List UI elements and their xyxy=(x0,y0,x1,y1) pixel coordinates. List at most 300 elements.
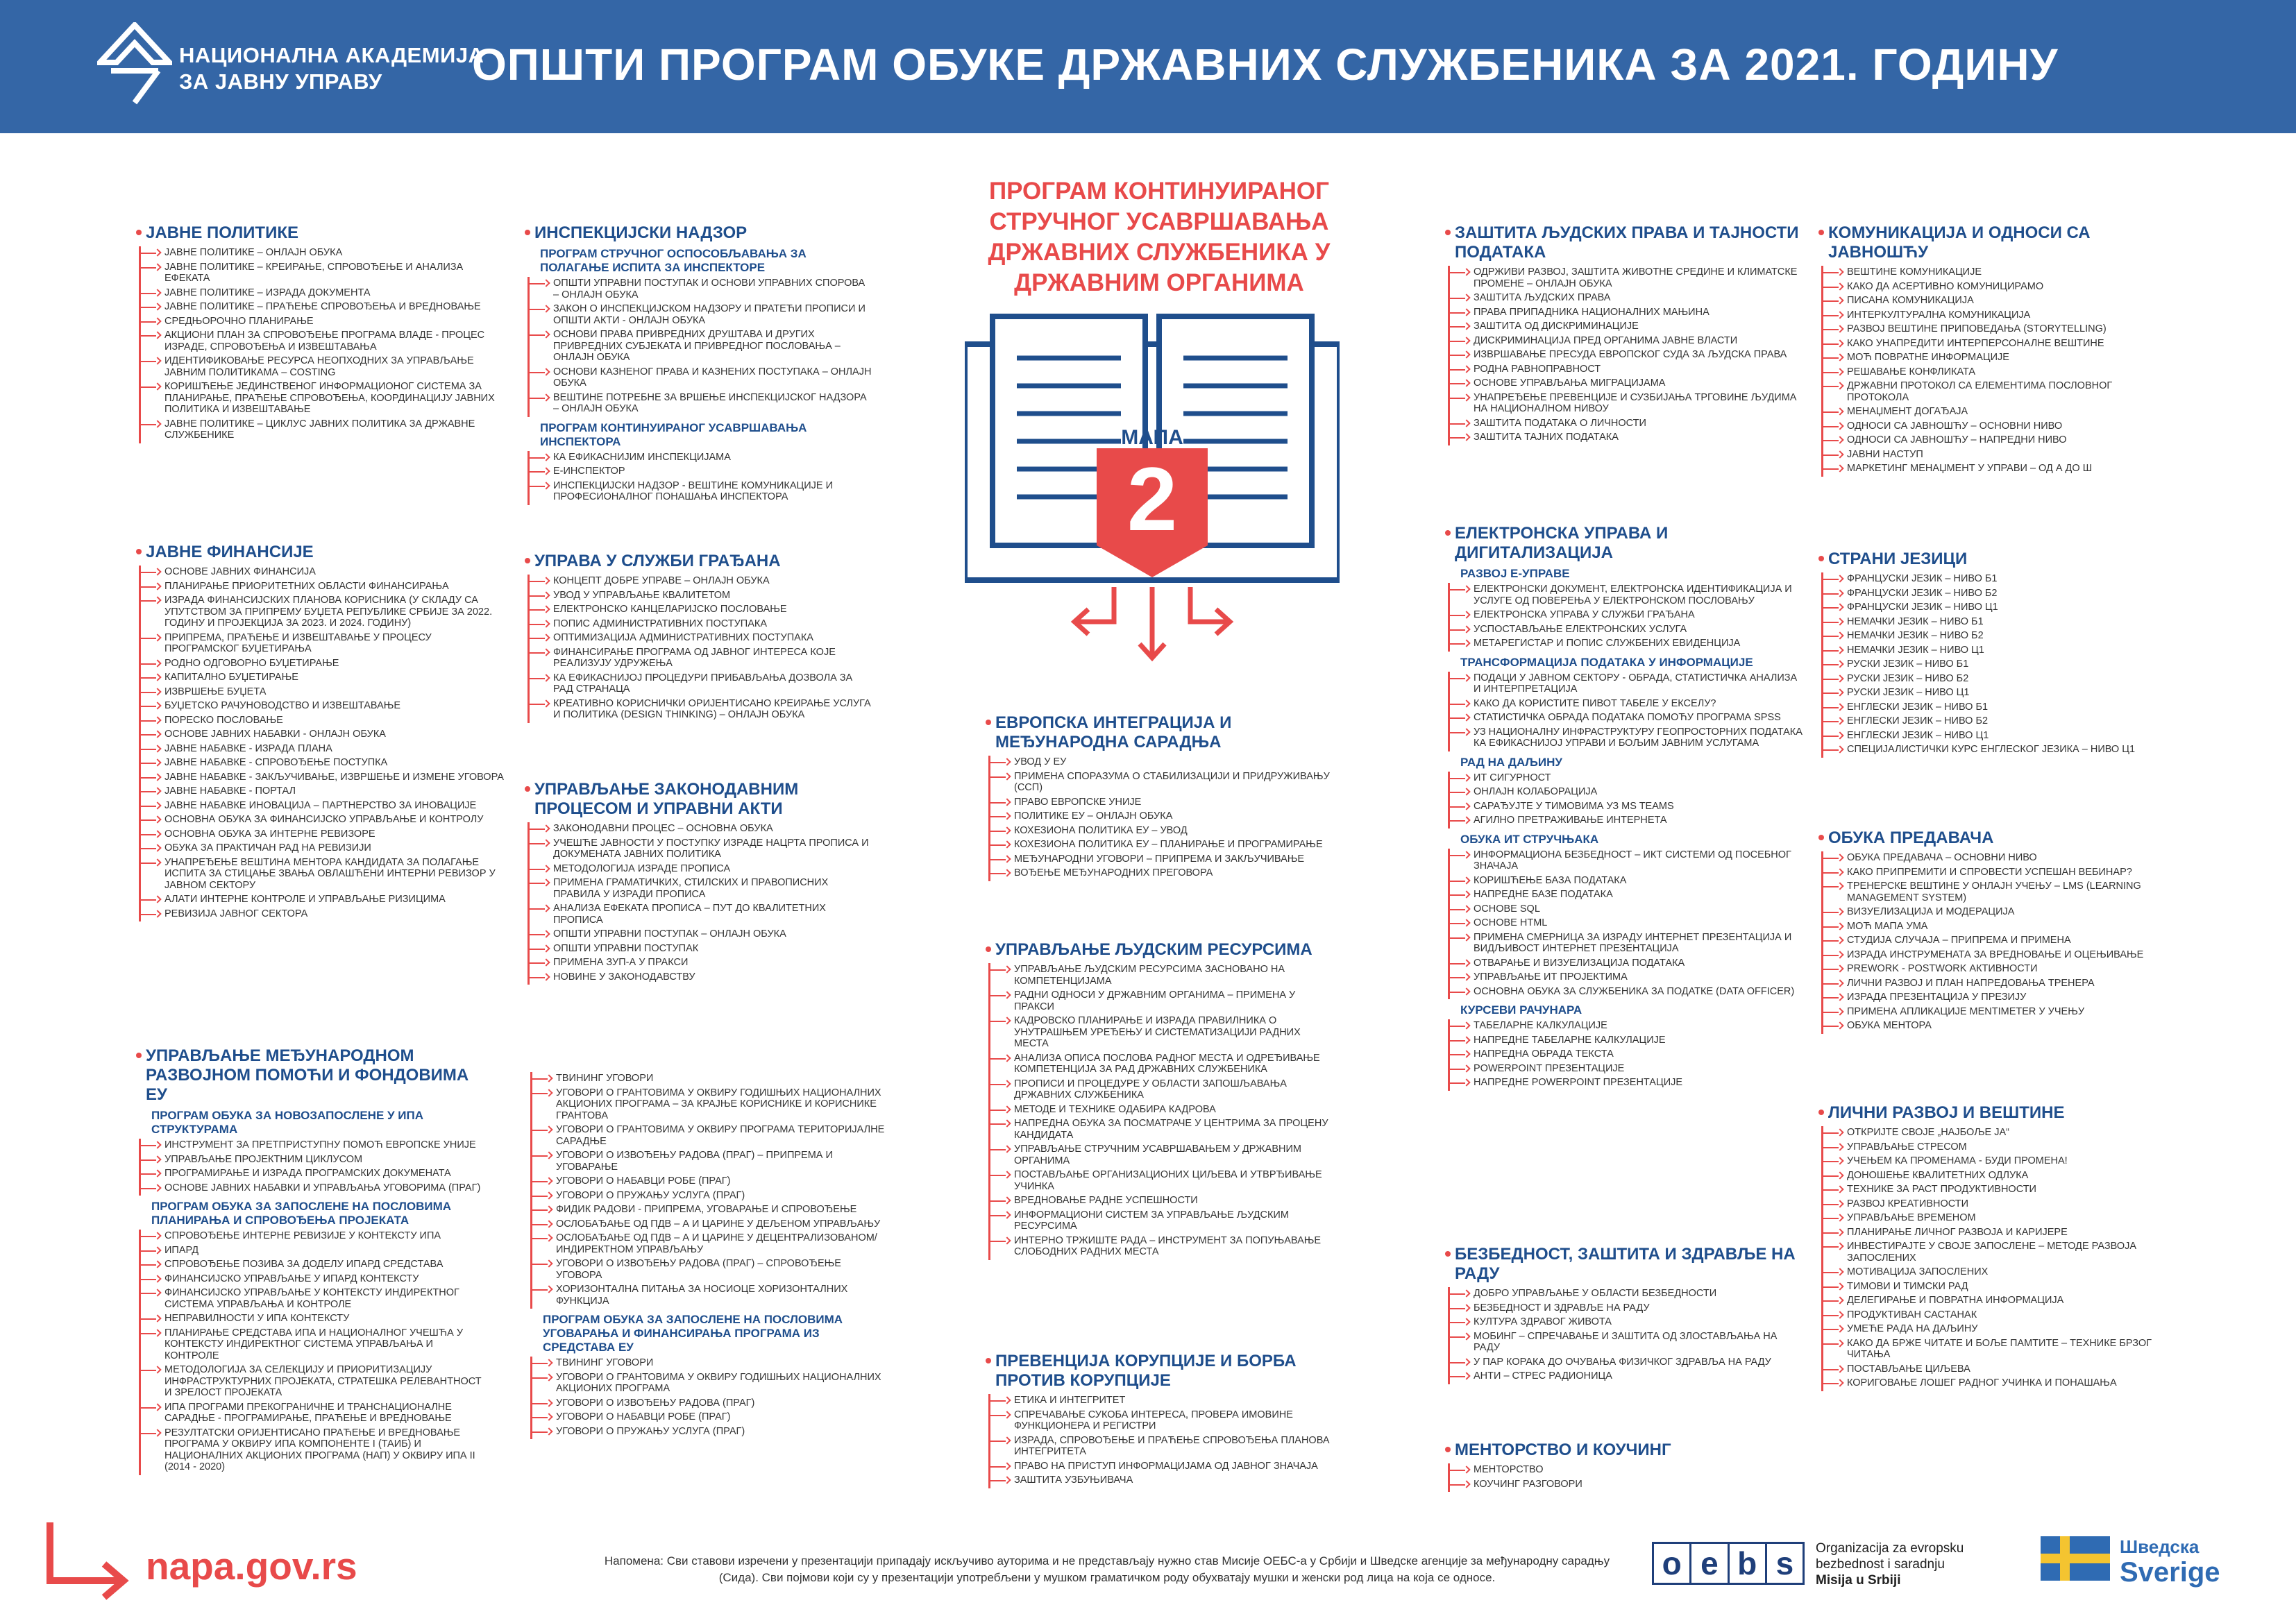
course-item: УПРАВЉАЊЕ СТРУЧНИМ УСАВРШАВАЊЕМ У ДРЖАВНИМ ОРГАНИМА xyxy=(990,1143,1333,1169)
osce-letter-s: s xyxy=(1765,1544,1803,1583)
course-item: НАПРЕДНЕ ТАБЕЛАРНЕ КАЛКУЛАЦИЈЕ xyxy=(1450,1034,1806,1048)
section-foreign-languages xyxy=(1818,550,2172,758)
course-item: ВРЕДНОВАЊЕ РАДНЕ УСПЕШНОСТИ xyxy=(990,1194,1333,1209)
course-item: УМЕЋЕ РАДА НА ДАЉИНУ xyxy=(1823,1323,2172,1337)
course-item: НАПРЕДНЕ POWERPOINT ПРЕЗЕНТАЦИЈЕ xyxy=(1450,1076,1806,1091)
course-item: ИПАРД xyxy=(141,1244,490,1259)
course-item: АКЦИОНИ ПЛАН ЗА СПРОВОЂЕЊЕ ПРОГРАМА ВЛАДЕ - ПРОЦЕС ИЗРАДЕ, СПРОВОЂЕЊА И ИЗВЕШТАВАЊА xyxy=(141,329,504,355)
course-item: УНАПРЕЂЕЊЕ ПРЕВЕНЦИЈЕ И СУЗБИЈАЊА ТРГОВИНЕ ЉУДИМА НА НАЦИОНАЛНОМ НИВОУ xyxy=(1450,391,1806,417)
course-item: ИЗРАДА ПРЕЗЕНТАЦИЈА У ПРЕЗИЈУ xyxy=(1823,991,2172,1005)
course-item: ИНФОРМАЦИОНА БЕЗБЕДНОСТ – ИКТ СИСТЕМИ ОД ПОСЕБНОГ ЗНАЧАЈА xyxy=(1450,849,1806,874)
course-item: ИТ СИГУРНОСТ xyxy=(1450,772,1806,786)
course-item: УНАПРЕЂЕЊЕ ВЕШТИНА МЕНТОРА КАНДИДАТА ЗА ПОЛАГАЊЕ ИСПИТА ЗА СТИЦАЊЕ ЗВАЊА ОВЛАШЋЕНИ ИНТЕРНИ РЕВИЗОР У ЈАВНОМ СЕКТОРУ xyxy=(141,856,504,894)
page-title: ОПШТИ ПРОГРАМ ОБУКЕ ДРЖАВНИХ СЛУЖБЕНИКА ЗА 2021. ГОДИНУ xyxy=(472,40,2059,90)
sweden-flag-icon xyxy=(2041,1536,2110,1581)
course-item: СТУДИЈА СЛУЧАЈА – ПРИПРЕМА И ПРИМЕНА xyxy=(1823,934,2172,949)
course-list xyxy=(527,575,872,723)
section-title: ЈАВНЕ ПОЛИТИКЕ xyxy=(136,223,504,243)
course-item: АГИЛНО ПРЕТРАЖИВАЊЕ ИНТЕРНЕТА xyxy=(1450,814,1806,829)
course-item: УВОД У ЕУ xyxy=(990,756,1333,770)
section-title: СТРАНИ ЈЕЗИЦИ xyxy=(1818,550,2172,569)
section-title: КОМУНИКАЦИЈА И ОДНОСИ СА ЈАВНОШЋУ xyxy=(1818,223,2172,262)
course-item: ОБУКА ПРЕДАВАЧА – ОСНОВНИ НИВО xyxy=(1823,851,2172,866)
course-item: ФИНАНСИЈСКО УПРАВЉАЊЕ У КОНТЕКСТУ ИНДИРЕКТНОГ СИСТЕМА УПРАВЉАЊА И КОНТРОЛЕ xyxy=(141,1286,490,1312)
course-item: ПОЛИТИКЕ ЕУ – ОНЛАЈН ОБУКА xyxy=(990,810,1333,824)
course-item: УГОВОРИ О ГРАНТОВИМА У ОКВИРУ ГОДИШЊИХ НАЦИОНАЛНИХ АКЦИОНИХ ПРОГРАМА xyxy=(532,1371,888,1397)
course-item: ЈАВНЕ НАБАВКЕ ИНОВАЦИЈА – ПАРТНЕРСТВО ЗА ИНОВАЦИЈЕ xyxy=(141,799,504,814)
course-item: ПРАВА ПРИПАДНИКА НАЦИОНАЛНИХ МАЊИНА xyxy=(1450,306,1806,321)
course-item: УПРАВЉАЊЕ ЉУДСКИМ РЕСУРСИМА ЗАСНОВАНО НА КОМПЕТЕНЦИЈАМА xyxy=(990,963,1333,989)
course-item: УЧЕЊЕМ КА ПРОМЕНАМА - БУДИ ПРОМЕНА! xyxy=(1823,1155,2172,1169)
course-item: ПОДАЦИ У ЈАВНОМ СЕКТОРУ - ОБРАДА, СТАТИСТИЧКА АНАЛИЗА И ИНТЕРПРЕТАЦИЈА xyxy=(1450,672,1806,697)
course-list xyxy=(527,277,872,417)
course-item: НОВИНЕ У ЗАКОНОДАВСТВУ xyxy=(530,971,872,985)
course-item: ФРАНЦУСКИ ЈЕЗИК – НИВО Б2 xyxy=(1823,587,2172,602)
course-item: ДЕЛЕГИРАЊЕ И ПОВРАТНА ИНФОРМАЦИЈА xyxy=(1823,1294,2172,1309)
course-item: КАКО ДА АСЕРТИВНО КОМУНИЦИРАМО xyxy=(1823,280,2172,295)
course-item: ПЛАНИРАЊЕ СРЕДСТАВА ИПА И НАЦИОНАЛНОГ УЧЕШЋА У КОНТЕКСТУ ИНДИРЕКТНОГ СИСТЕМА УПРАВЉАЊА И КОНТРОЛЕ xyxy=(141,1327,490,1364)
course-item: ОТВАРАЊЕ И ВИЗУЕЛИЗАЦИЈА ПОДАТАКА xyxy=(1450,957,1806,971)
course-item: ЗАШТИТА ОД ДИСКРИМИНАЦИЈЕ xyxy=(1450,320,1806,334)
section-legislative xyxy=(525,780,872,985)
course-item: ДОБРО УПРАВЉАЊЕ У ОБЛАСТИ БЕЗБЕДНОСТИ xyxy=(1450,1287,1806,1302)
course-item: СПРЕЧАВАЊЕ СУКОБА ИНТЕРЕСА, ПРОВЕРА ИМОВИНЕ ФУНКЦИОНЕРА И РЕГИСТРИ xyxy=(990,1409,1333,1434)
course-item: МАРКЕТИНГ МЕНАЏМЕНТ У УПРАВИ – ОД А ДО Ш xyxy=(1823,462,2172,477)
subsection-title: ПРОГРАМ ОБУКА ЗА НОВОЗАПОСЛЕНЕ У ИПА СТРУКТУРАМА xyxy=(151,1109,424,1136)
course-item: МОТИВАЦИЈА ЗАПОСЛЕНИХ xyxy=(1823,1266,2172,1280)
subsection-title: РАД НА ДАЉИНУ xyxy=(1460,755,1562,769)
osce-letter-o: o xyxy=(1662,1545,1682,1581)
course-list xyxy=(1448,849,1806,1000)
section-title: ЛИЧНИ РАЗВОЈ И ВЕШТИНЕ xyxy=(1818,1103,2172,1123)
course-item: ОТКРИЈТЕ СВОЈЕ „НАЈБОЉЕ ЈА“ xyxy=(1823,1126,2172,1141)
subsection-title: ПРОГРАМ ОБУКА ЗА ЗАПОСЛЕНЕ НА ПОСЛОВИМА ПЛАНИРАЊА И СПРОВОЂЕЊА ПРОЈЕКАТА xyxy=(151,1200,452,1227)
header-bar xyxy=(0,0,2296,133)
course-item: КАДРОВСКО ПЛАНИРАЊЕ И ИЗРАДА ПРАВИЛНИКА О УНУТРАШЊЕМ УРЕЂЕЊУ И СИСТЕМАТИЗАЦИЈИ РАДНИХ МЕСТА xyxy=(990,1014,1333,1052)
course-item: МОБИНГ – СПРЕЧАВАЊЕ И ЗАШТИТА ОД ЗЛОСТАВЉАЊА НА РАДУ xyxy=(1450,1330,1806,1356)
section-safety xyxy=(1445,1245,1806,1384)
course-item: РЕВИЗИЈА ЈАВНОГ СЕКТОРА xyxy=(141,908,504,922)
section-anti-corruption xyxy=(986,1352,1333,1488)
course-item: ПРИПРЕМА, ПРАЋЕЊЕ И ИЗВЕШТАВАЊЕ У ПРОЦЕСУ ПРОГРАМСКОГ БУЏЕТИРАЊА xyxy=(141,631,504,657)
course-item: ХОРИЗОНТАЛНА ПИТАЊА ЗА НОСИОЦЕ ХОРИЗОНТАЛНИХ ФУНКЦИЈА xyxy=(532,1283,888,1309)
course-item: ИПА ПРОГРАМИ ПРЕКОГРАНИЧНЕ И ТРАНСНАЦИОНАЛНЕ САРАДЊЕ - ПРОГРАМИРАЊЕ, ПРАЋЕЊЕ И ВРЕДНОВАЊЕ xyxy=(141,1401,490,1427)
course-item: СРЕДЊОРОЧНО ПЛАНИРАЊЕ xyxy=(141,315,504,330)
sverige-label: Sverige xyxy=(2120,1557,2220,1588)
course-item: ЈАВНЕ ПОЛИТИКЕ – ЦИКЛУС ЈАВНИХ ПОЛИТИКА ЗА ДРЖАВНЕ СЛУЖБЕНИКЕ xyxy=(141,418,504,443)
course-item: УГОВОРИ О ИЗВОЂЕЊУ РАДОВА (ПРАГ) – СПРОВОЂЕЊЕ УГОВОРА xyxy=(532,1257,888,1283)
course-list xyxy=(988,1394,1333,1488)
course-item: ПРАВО ЕВРОПСКЕ УНИЈЕ xyxy=(990,796,1333,810)
course-item: ДИСКРИМИНАЦИЈА ПРЕД ОРГАНИМА ЈАВНЕ ВЛАСТИ xyxy=(1450,334,1806,349)
course-item: НЕМАЧКИ ЈЕЗИК – НИВО Ц1 xyxy=(1823,644,2172,658)
course-item: ОСНОВНА ОБУКА ЗА СЛУЖБЕНИКА ЗА ПОДАТКЕ (DATA OFFICER) xyxy=(1450,985,1806,1000)
course-item: ЕТИКА И ИНТЕГРИТЕТ xyxy=(990,1394,1333,1409)
course-item: ТВИНИНГ УГОВОРИ xyxy=(532,1357,888,1371)
course-item: РУСКИ ЈЕЗИК – НИВО Ц1 xyxy=(1823,686,2172,701)
course-list xyxy=(1448,1463,1806,1492)
osce-letter-e: e xyxy=(1689,1544,1727,1583)
course-item: ПОРЕСКО ПОСЛОВАЊЕ xyxy=(141,714,504,729)
course-item: ФИНАНСИЈСКО УПРАВЉАЊЕ У ИПАРД КОНТЕКСТУ xyxy=(141,1273,490,1287)
course-item: ЕНГЛЕСКИ ЈЕЗИК – НИВО Б2 xyxy=(1823,715,2172,729)
course-item: УПРАВЉАЊЕ ПРОЈЕКТНИМ ЦИКЛУСОМ xyxy=(141,1153,490,1168)
subsection-title: ОБУКА ИТ СТРУЧЊАКА xyxy=(1460,832,1599,846)
course-item: МЕТАРЕГИСТАР И ПОПИС СЛУЖБЕНИХ ЕВИДЕНЦИЈА xyxy=(1450,637,1806,652)
section-human-rights xyxy=(1445,223,1806,445)
section-eu-funds xyxy=(136,1046,490,1475)
course-item: МЕТОДОЛОГИЈА ИЗРАДЕ ПРОПИСА xyxy=(530,863,872,877)
course-item: БУЏЕТСКО РАЧУНОВОДСТВО И ИЗВЕШТАВАЊЕ xyxy=(141,699,504,714)
course-item: ЕНГЛЕСКИ ЈЕЗИК – НИВО Б1 xyxy=(1823,701,2172,715)
course-item: ТРЕНЕРСКЕ ВЕШТИНЕ У ОНЛАЈН УЧЕЊУ – LMS (LEARNING MANAGEMENT SYSTEM) xyxy=(1823,880,2172,906)
course-item: ФИНАНСИРАЊЕ ПРОГРАМА ОД ЈАВНОГ ИНТЕРЕСА КОЈЕ РЕАЛИЗУЈУ УДРУЖЕЊА xyxy=(530,646,872,672)
osce-text-2: bezbednost i saradnju xyxy=(1816,1557,1945,1572)
course-item: УЗ НАЦИОНАЛНУ ИНФРАСТРУКТУРУ ГЕОПРОСТОРНИХ ПОДАТАКА КА ЕФИКАСНИЈОЈ УПРАВИ И БОЉИМ ЈАВНИМ УСЛУГАМА xyxy=(1450,726,1806,751)
course-item: ЈАВНИ НАСТУП xyxy=(1823,448,2172,463)
map-number: 2 xyxy=(1126,448,1178,550)
course-item: УПРАВЉАЊЕ ИТ ПРОЈЕКТИМА xyxy=(1450,971,1806,985)
subsection-title: РАЗВОЈ Е-УПРАВЕ xyxy=(1460,567,1570,580)
course-item: ОСНОВНА ОБУКА ЗА ФИНАНСИЈСКО УПРАВЉАЊЕ И КОНТРОЛУ xyxy=(141,813,504,828)
section-title: УПРАВЉАЊЕ ЉУДСКИМ РЕСУРСИМА xyxy=(986,940,1333,960)
course-item: ЈАВНЕ ПОЛИТИКЕ – ИЗРАДА ДОКУМЕНТА xyxy=(141,287,504,301)
course-item: ИНСТРУМЕНТ ЗА ПРЕТПРИСТУПНУ ПОМОЋ ЕВРОПСКЕ УНИЈЕ xyxy=(141,1139,490,1153)
course-item: PREWORK - POSTWORK АКТИВНОСТИ xyxy=(1823,962,2172,977)
course-item: ВЕШТИНЕ ПОТРЕБНЕ ЗА ВРШЕЊЕ ИНСПЕКЦИЈСКОГ НАДЗОРА – ОНЛАЈН ОБУКА xyxy=(530,391,872,417)
course-item: ИЗВРШЕЊЕ БУЏЕТА xyxy=(141,686,504,700)
disclaimer-note: Напомена: Сви ставови изречени у презентацији припадају искључиво ауторима и не представљају нужно став Мисије ОЕБС-а у Србији и Шведске агенције за међународну сарадњу (Сида). Сви појмови који су у презентацији употребљени у мушком граматичком роду обухватају мушки и женски род лица на која се односе. xyxy=(604,1554,1610,1584)
course-item: ОБУКА ЗА ПРАКТИЧАН РАД НА РЕВИЗИЈИ xyxy=(141,842,504,856)
course-item: ОСНОВЕ SQL xyxy=(1450,903,1806,917)
course-item: ЗАКОНОДАВНИ ПРОЦЕС – ОСНОВНА ОБУКА xyxy=(530,822,872,837)
section-communication xyxy=(1818,223,2172,477)
section-e-government xyxy=(1445,524,1806,1091)
section-eu-integration xyxy=(986,713,1333,881)
course-item: УГОВОРИ О ИЗВОЂЕЊУ РАДОВА (ПРАГ) xyxy=(532,1397,888,1411)
course-item: КОНЦЕПТ ДОБРЕ УПРАВЕ – ОНЛАЈН ОБУКА xyxy=(530,575,872,589)
course-item: КОУЧИНГ РАЗГОВОРИ xyxy=(1450,1478,1806,1493)
subsection-title: ТРАНСФОРМАЦИЈА ПОДАТАКА У ИНФОРМАЦИЈЕ xyxy=(1460,655,1753,669)
course-item: ФРАНЦУСКИ ЈЕЗИК – НИВО Б1 xyxy=(1823,572,2172,587)
osce-text xyxy=(1816,1540,1964,1588)
course-item: ПОПИС АДМИНИСТРАТИВНИХ ПОСТУПАКА xyxy=(530,618,872,632)
course-item: КОХЕЗИОНА ПОЛИТИКА ЕУ – ПЛАНИРАЊЕ И ПРОГРАМИРАЊЕ xyxy=(990,838,1333,853)
course-item: ОСЛОБАЂАЊЕ ОД ПДВ – А И ЦАРИНЕ У ДЕЉЕНОМ УПРАВЉАЊУ xyxy=(532,1218,888,1232)
course-list xyxy=(139,246,504,443)
course-item: POWERPOINT ПРЕЗЕНТАЦИЈЕ xyxy=(1450,1062,1806,1077)
course-item: ОСЛОБАЂАЊЕ ОД ПДВ – А И ЦАРИНЕ У ДЕЦЕНТРАЛИЗОВАНОМ/ ИНДИРЕКТНОМ УПРАВЉАЊУ xyxy=(532,1232,888,1257)
course-list xyxy=(1821,572,2172,758)
course-item: ПРАВО НА ПРИСТУП ИНФОРМАЦИЈАМА ОД ЈАВНОГ ЗНАЧАЈА xyxy=(990,1460,1333,1475)
course-item: ИЗРАДА ИНСТРУМЕНАТА ЗА ВРЕДНОВАЊЕ И ОЦЕЊИВАЊЕ xyxy=(1823,949,2172,963)
course-list xyxy=(527,822,872,985)
course-item: ПРОГРАМИРАЊЕ И ИЗРАДА ПРОГРАМСКИХ ДОКУМЕНАТА xyxy=(141,1167,490,1182)
course-item: ОПТИМИЗАЦИЈА АДМИНИСТРАТИВНИХ ПОСТУПАКА xyxy=(530,631,872,646)
course-item: УГОВОРИ О ГРАНТОВИМА У ОКВИРУ ГОДИШЊИХ НАЦИОНАЛНИХ АКЦИОНИХ ПРОГРАМА – ЗА КРАЈЊЕ КОРИСНИКЕ И КОРИСНИКЕ ГРАНТОВА xyxy=(532,1087,888,1124)
course-list xyxy=(1821,1126,2172,1391)
course-item: ЕЛЕКТРОНСКА УПРАВА У СЛУЖБИ ГРАЂАНА xyxy=(1450,609,1806,623)
course-item: ЈАВНЕ ПОЛИТИКЕ – КРЕИРАЊЕ, СПРОВОЂЕЊЕ И АНАЛИЗА ЕФЕКАТА xyxy=(141,261,504,287)
course-item: РУСКИ ЈЕЗИК – НИВО Б1 xyxy=(1823,658,2172,672)
course-item: ИДЕНТИФИКОВАЊЕ РЕСУРСА НЕОПХОДНИХ ЗА УПРАВЉАЊЕ ЈАВНИМ ПОЛИТИКАМА – COSTING xyxy=(141,355,504,380)
course-item: КАКО ДА БРЖЕ ЧИТАТЕ И БОЉЕ ПАМТИТЕ – ТЕХНИКЕ БРЗОГ ЧИТАЊА xyxy=(1823,1337,2172,1363)
course-item: ПРОДУКТИВАН САСТАНАК xyxy=(1823,1309,2172,1323)
section-title: ЕВРОПСКА ИНТЕГРАЦИЈА И МЕЂУНАРОДНА САРАДЊА xyxy=(986,713,1333,752)
course-item: РАЗВОЈ КРЕАТИВНОСТИ xyxy=(1823,1198,2172,1212)
course-item: ОПШТИ УПРАВНИ ПОСТУПАК – ОНЛАЈН ОБУКА xyxy=(530,928,872,942)
course-item: УГОВОРИ О ПРУЖАЊУ УСЛУГА (ПРАГ) xyxy=(532,1189,888,1204)
section-title: УПРАВЉАЊЕ МЕЂУНАРОДНОМ РАЗВОЈНОМ ПОМОЋИ И ФОНДОВИМА ЕУ xyxy=(136,1046,490,1105)
course-item: ЈАВНЕ ПОЛИТИКЕ – ПРАЋЕЊЕ СПРОВОЂЕЊА И ВРЕДНОВАЊЕ xyxy=(141,300,504,315)
course-item: УВОД У УПРАВЉАЊЕ КВАЛИТЕТОМ xyxy=(530,589,872,604)
course-item: КРЕАТИВНО КОРИСНИЧКИ ОРИЈЕНТИСАНО КРЕИРАЊЕ УСЛУГА И ПОЛИТИКА (DESIGN THINKING) – ОНЛАЈН ОБУКА xyxy=(530,697,872,723)
course-item: НЕМАЧКИ ЈЕЗИК – НИВО Б1 xyxy=(1823,615,2172,630)
course-item: ЈАВНЕ НАБАВКЕ - ЗАКЉУЧИВАЊЕ, ИЗВРШЕЊЕ И ИЗМЕНЕ УГОВОРА xyxy=(141,771,504,785)
course-item: ПРИМЕНА ГРАМАТИЧКИХ, СТИЛСКИХ И ПРАВОПИСНИХ ПРАВИЛА У ИЗРАДИ ПРОПИСА xyxy=(530,876,872,902)
course-item: АНАЛИЗА ЕФЕКАТА ПРОПИСА – ПУТ ДО КВАЛИТЕТНИХ ПРОПИСА xyxy=(530,902,872,928)
course-item: ЗАКОН О ИНСПЕКЦИЈСКОМ НАДЗОРУ И ПРАТЕЋИ ПРОПИСИ И ОПШТИ АКТИ - ОНЛАЈН ОБУКА xyxy=(530,303,872,328)
course-item: УСПОСТАВЉАЊЕ ЕЛЕКТРОНСКИХ УСЛУГА xyxy=(1450,623,1806,638)
course-item: БЕЗБЕДНОСТ И ЗДРАВЉЕ НА РАДУ xyxy=(1450,1302,1806,1316)
course-item: ИНВЕСТИРАЈТЕ У СВОЈЕ ЗАПОСЛЕНЕ – МЕТОДЕ РАЗВОЈА ЗАПОСЛЕНИХ xyxy=(1823,1240,2172,1266)
course-item: НАПРЕДНА ОБРАДА ТЕКСТА xyxy=(1450,1048,1806,1062)
section-mentoring xyxy=(1445,1441,1806,1492)
section-citizen-service xyxy=(525,552,872,723)
course-item: ПРИМЕНА СПОРАЗУМА О СТАБИЛИЗАЦИЈИ И ПРИДРУЖИВАЊУ (ССП) xyxy=(990,770,1333,796)
course-item: ЈАВНЕ НАБАВКЕ - ИЗРАДА ПЛАНА xyxy=(141,742,504,757)
course-item: ПЛАНИРАЊЕ ПРИОРИТЕТНИХ ОБЛАСТИ ФИНАНСИРАЊА xyxy=(141,580,504,595)
course-item: МЕНАЏМЕНТ ДОГАЂАЈА xyxy=(1823,405,2172,420)
course-item: НАПРЕДНА ОБУКА ЗА ПОСМАТРАЧЕ У ЦЕНТРИМА ЗА ПРОЦЕНУ КАНДИДАТА xyxy=(990,1117,1333,1143)
course-item: ОСНОВЕ HTML xyxy=(1450,917,1806,931)
section-personal-development xyxy=(1818,1103,2172,1391)
course-item: ЈАВНЕ НАБАВКЕ - ПОРТАЛ xyxy=(141,785,504,799)
org-name-line-1: НАЦИОНАЛНА АКАДЕМИЈА xyxy=(179,43,484,67)
course-list xyxy=(527,451,872,505)
course-item: АНАЛИЗА ОПИСА ПОСЛОВА РАДНОГ МЕСТА И ОДРЕЂИВАЊЕ КОМПЕТЕНЦИЈА ЗА РАД ДРЖАВНИХ СЛУЖБЕНИКА xyxy=(990,1052,1333,1078)
course-item: МЕНТОРСТВО xyxy=(1450,1463,1806,1478)
subsection-title: КУРСЕВИ РАЧУНАРА xyxy=(1460,1003,1582,1017)
course-item: ТЕХНИКЕ ЗА РАСТ ПРОДУКТИВНОСТИ xyxy=(1823,1183,2172,1198)
section-eu-funds-continued xyxy=(527,1072,888,1439)
course-item: ЗАШТИТА УЗБУЊИВАЧА xyxy=(990,1474,1333,1488)
course-item: ЗАШТИТА ТАЈНИХ ПОДАТАКА xyxy=(1450,431,1806,445)
course-list xyxy=(530,1072,888,1309)
course-item: РАЗВОЈ ВЕШТИНЕ ПРИПОВЕДАЊА (STORYTELLING) xyxy=(1823,323,2172,337)
course-item: КАКО ДА КОРИСТИТЕ ПИВОТ ТАБЕЛЕ У ЕКСЕЛУ? xyxy=(1450,697,1806,712)
course-item: ЈАВНЕ НАБАВКЕ - СПРОВОЂЕЊЕ ПОСТУПКА xyxy=(141,756,504,771)
course-item: РОДНО ОДГОВОРНО БУЏЕТИРАЊЕ xyxy=(141,657,504,672)
course-item: ОДНОСИ СА ЈАВНОШЋУ – ОСНОВНИ НИВО xyxy=(1823,420,2172,434)
course-list xyxy=(988,963,1333,1260)
course-item: УПРАВЉАЊЕ СТРЕСОМ xyxy=(1823,1141,2172,1155)
course-item: ЕНГЛЕСКИ ЈЕЗИК – НИВО Ц1 xyxy=(1823,729,2172,744)
course-item: КОХЕЗИОНА ПОЛИТИКА ЕУ – УВОД xyxy=(990,824,1333,839)
course-item: ОПШТИ УПРАВНИ ПОСТУПАК xyxy=(530,942,872,957)
napa-logo[interactable] xyxy=(97,22,484,109)
section-title: ИНСПЕКЦИЈСКИ НАДЗОР xyxy=(525,223,872,243)
course-item: УГОВОРИ О ПРУЖАЊУ УСЛУГА (ПРАГ) xyxy=(532,1425,888,1440)
course-item: ПЛАНИРАЊЕ ЛИЧНОГ РАЗВОЈА И КАРИЈЕРЕ xyxy=(1823,1226,2172,1241)
course-item: АЛАТИ ИНТЕРНЕ КОНТРОЛЕ И УПРАВЉАЊЕ РИЗИЦИМА xyxy=(141,893,504,908)
course-item: РОДНА РАВНОПРАВНОСТ xyxy=(1450,363,1806,377)
course-list xyxy=(1448,266,1806,445)
course-item: ПРИМЕНА АПЛИКАЦИЈЕ MENTIMETER У УЧЕЊУ xyxy=(1823,1005,2172,1020)
course-item: ИНФОРМАЦИОНИ СИСТЕМ ЗА УПРАВЉАЊЕ ЉУДСКИМ РЕСУРСИМА xyxy=(990,1209,1333,1234)
section-title: МЕНТОРСТВО И КОУЧИНГ xyxy=(1445,1441,1806,1460)
course-item: ЗАШТИТА ЉУДСКИХ ПРАВА xyxy=(1450,291,1806,306)
course-item: СТАТИСТИЧКА ОБРАДА ПОДАТАКА ПОМОЋУ ПРОГРАМА SPSS xyxy=(1450,711,1806,726)
course-item: ИЗРАДА ФИНАНСИЈСКИХ ПЛАНОВА КОРИСНИКА (У СКЛАДУ СА УПУТСТВОМ ЗА ПРИПРЕМУ БУЏЕТА РЕПУБЛИКЕ СРБИЈЕ ЗА 2022. ГОДИНУ И ПРОЈЕКЦИЈА ЗА 2023. И 2024. ГОДИНУ) xyxy=(141,594,504,631)
course-item: РАДНИ ОДНОСИ У ДРЖАВНИМ ОРГАНИМА – ПРИМЕНА У ПРАКСИ xyxy=(990,989,1333,1014)
course-item: САРАЂУЈТЕ У ТИМОВИМА УЗ MS TEAMS xyxy=(1450,800,1806,815)
course-list xyxy=(1448,772,1806,829)
section-inspection xyxy=(525,223,872,505)
course-item: РЕШАВАЊЕ КОНФЛИКАТА xyxy=(1823,366,2172,380)
book-illustration xyxy=(965,303,1340,719)
osce-text-3: Misija u Srbiji xyxy=(1816,1573,1901,1588)
section-title: УПРАВЉАЊЕ ЗАКОНОДАВНИМ ПРОЦЕСОМ И УПРАВНИ АКТИ xyxy=(525,780,872,819)
course-item: РУСКИ ЈЕЗИК – НИВО Б2 xyxy=(1823,672,2172,687)
course-item: ОСНОВЕ ЈАВНИХ НАБАВКИ И УПРАВЉАЊА УГОВОРИМА (ПРАГ) xyxy=(141,1182,490,1196)
course-item: СПЕЦИЈАЛИСТИЧКИ КУРС ЕНГЛЕСКОГ ЈЕЗИКА – НИВО Ц1 xyxy=(1823,743,2172,758)
course-item: ОСНОВИ ПРАВА ПРИВРЕДНИХ ДРУШТАВА И ДРУГИХ ПРИВРЕДНИХ СУБЈЕКАТА И ПРИВРЕДНОГ ПОСЛОВАЊА – ОНЛАЈН ОБУКА xyxy=(530,328,872,366)
course-item: ПРОПИСИ И ПРОЦЕДУРЕ У ОБЛАСТИ ЗАПОШЉАВАЊА ДРЖАВНИХ СЛУЖБЕНИКА xyxy=(990,1078,1333,1103)
course-item: ПИСАНА КОМУНИКАЦИЈА xyxy=(1823,294,2172,309)
course-item: ВОЂЕЊЕ МЕЂУНАРОДНИХ ПРЕГОВОРА xyxy=(990,867,1333,881)
course-item: ЗАШТИТА ПОДАТАКА О ЛИЧНОСТИ xyxy=(1450,417,1806,432)
course-item: КАКО ПРИПРЕМИТИ И СПРОВЕСТИ УСПЕШАН ВЕБИНАР? xyxy=(1823,866,2172,881)
section-public-finance xyxy=(136,543,504,921)
section-title: ПРЕВЕНЦИЈА КОРУПЦИЈЕ И БОРБА ПРОТИВ КОРУПЦИЈЕ xyxy=(986,1352,1333,1391)
course-item: ОСНОВИ КАЗНЕНОГ ПРАВА И КАЗНЕНИХ ПОСТУПАКА – ОНЛАЈН ОБУКА xyxy=(530,366,872,391)
course-item: ИНТЕРКУЛТУРАЛНА КОМУНИКАЦИЈА xyxy=(1823,309,2172,323)
section-title: ЗАШТИТА ЉУДСКИХ ПРАВА И ТАЈНОСТИ ПОДАТАКА xyxy=(1445,223,1806,262)
sweden-logo xyxy=(2041,1536,2263,1592)
course-item: КОРИШЋЕЊЕ БАЗА ПОДАТАКА xyxy=(1450,874,1806,889)
course-item: ДРЖАВНИ ПРОТОКОЛ СА ЕЛЕМЕНТИМА ПОСЛОВНОГ ПРОТОКОЛА xyxy=(1823,380,2172,405)
course-item: КУЛТУРА ЗДРАВОГ ЖИВОТА xyxy=(1450,1316,1806,1330)
course-item: ИЗРАДА, СПРОВОЂЕЊЕ И ПРАЋЕЊЕ СПРОВОЂЕЊА ПЛАНОВА ИНТЕГРИТЕТА xyxy=(990,1434,1333,1460)
course-item: КА ЕФИКАСНИЈИМ ИНСПЕКЦИЈАМА xyxy=(530,451,872,466)
course-item: ПРИМЕНА ЗУП-А У ПРАКСИ xyxy=(530,956,872,971)
course-item: ПРИМЕНА СМЕРНИЦА ЗА ИЗРАДУ ИНТЕРНЕТ ПРЕЗЕНТАЦИЈА И ВИДЉИВОСТ ИНТЕРНЕТ ПРЕЗЕНТАЦИЈА xyxy=(1450,931,1806,957)
napa-logo-icon xyxy=(97,22,172,105)
course-item: МОЋ ПОВРАТНЕ ИНФОРМАЦИЈЕ xyxy=(1823,351,2172,366)
course-item: УЧЕШЋЕ ЈАВНОСТИ У ПОСТУПКУ ИЗРАДЕ НАЦРТА ПРОПИСА И ДОКУМЕНАТА ЈАВНИХ ПОЛИТИКА xyxy=(530,837,872,863)
course-item: КОРИШЋЕЊЕ ЈЕДИНСТВЕНОГ ИНФОРМАЦИОНОГ СИСТЕМА ЗА ПЛАНИРАЊЕ, ПРАЋЕЊЕ СПРОВОЂЕЊА, КООРДИНАЦИЈУ ЈАВНИХ ПОЛИТИКА И ИЗВЕШТАВАЊЕ xyxy=(141,380,504,418)
course-item: НАПРЕДНЕ БАЗЕ ПОДАТАКА xyxy=(1450,888,1806,903)
course-list xyxy=(1821,851,2172,1034)
section-human-resources xyxy=(986,940,1333,1260)
course-item: Е-ИНСПЕКТОР xyxy=(530,465,872,479)
osce-letter-b: b xyxy=(1728,1544,1765,1583)
section-title: БЕЗБЕДНОСТ, ЗАШТИТА И ЗДРАВЉЕ НА РАДУ xyxy=(1445,1245,1806,1284)
course-item: УГОВОРИ О ГРАНТОВИМА У ОКВИРУ ПРОГРАМА ТЕРИТОРИЈАЛНЕ САРАДЊЕ xyxy=(532,1123,888,1149)
course-item: ОДНОСИ СА ЈАВНОШЋУ – НАПРЕДНИ НИВО xyxy=(1823,434,2172,448)
course-item: ИНТЕРНО ТРЖИШТЕ РАДА – ИНСТРУМЕНТ ЗА ПОПУЊАВАЊЕ СЛОБОДНИХ РАДНИХ МЕСТА xyxy=(990,1234,1333,1260)
course-item: ОСНОВЕ УПРАВЉАЊА МИГРАЦИЈАМА xyxy=(1450,377,1806,391)
course-item: ФРАНЦУСКИ ЈЕЗИК – НИВО Ц1 xyxy=(1823,601,2172,615)
subsection-title: ПРОГРАМ КОНТИНУИРАНОГ УСАВРШАВАЊА ИНСПЕКТОРА xyxy=(540,420,807,448)
subsection-title: ПРОГРАМ СТРУЧНОГ ОСПОСОБЉАВАЊА ЗА ПОЛАГАЊЕ ИСПИТА ЗА ИНСПЕКТОРЕ xyxy=(540,247,807,274)
course-item: КАПИТАЛНО БУЏЕТИРАЊЕ xyxy=(141,671,504,686)
section-title: ЈАВНЕ ФИНАНСИЈЕ xyxy=(136,543,504,562)
course-list xyxy=(988,756,1333,881)
course-item: МЕТОДЕ И ТЕХНИКЕ ОДАБИРА КАДРОВА xyxy=(990,1103,1333,1118)
course-item: МОЋ МАПА УМА xyxy=(1823,920,2172,935)
course-item: У ПАР КОРАКА ДО ОЧУВАЊА ФИЗИЧКОГ ЗДРАВЉА НА РАДУ xyxy=(1450,1356,1806,1370)
section-title: ОБУКА ПРЕДАВАЧА xyxy=(1818,829,2172,848)
course-item: КОРИГОВАЊЕ ЛОШЕГ РАДНОГ УЧИНКА И ПОНАШАЊА xyxy=(1823,1377,2172,1391)
course-list xyxy=(139,566,504,921)
course-item: ПОСТАВЉАЊЕ ЦИЉЕВА xyxy=(1823,1363,2172,1377)
course-list xyxy=(1448,672,1806,751)
course-list xyxy=(1448,583,1806,652)
course-item: СПРОВОЂЕЊЕ ИНТЕРНЕ РЕВИЗИЈЕ У КОНТЕКСТУ ИПА xyxy=(141,1230,490,1244)
course-item: ОСНОВНА ОБУКА ЗА ИНТЕРНЕ РЕВИЗОРЕ xyxy=(141,828,504,842)
course-item: УГОВОРИ О НАБАВЦИ РОБЕ (ПРАГ) xyxy=(532,1411,888,1425)
website-link[interactable]: napa.gov.rs xyxy=(146,1545,357,1588)
course-list xyxy=(1448,1287,1806,1384)
section-public-policy xyxy=(136,223,504,443)
course-item: ЈАВНЕ ПОЛИТИКЕ – ОНЛАЈН ОБУКА xyxy=(141,246,504,261)
course-item: АНТИ – СТРЕС РАДИОНИЦА xyxy=(1450,1370,1806,1384)
course-item: ЛИЧНИ РАЗВОЈ И ПЛАН НАПРЕДОВАЊА ТРЕНЕРА xyxy=(1823,977,2172,992)
course-item: ТИМОВИ И ТИМСКИ РАД xyxy=(1823,1280,2172,1295)
course-item: ВИЗУЕЛИЗАЦИЈА И МОДЕРАЦИЈА xyxy=(1823,906,2172,920)
subsection-title: ПРОГРАМ ОБУКА ЗА ЗАПОСЛЕНЕ НА ПОСЛОВИМА УГОВАРАЊА И ФИНАНСИРАЊА ПРОГРАМА ИЗ СРЕДСТАВА ЕУ xyxy=(543,1313,843,1354)
course-item: ПОСТАВЉАЊЕ ОРГАНИЗАЦИОНИХ ЦИЉЕВА И УТВРЂИВАЊЕ УЧИНКА xyxy=(990,1169,1333,1194)
course-item: ЕЛЕКТРОНСКИ ДОКУМЕНТ, ЕЛЕКТРОНСКА ИДЕНТИФИКАЦИЈА И УСЛУГЕ ОД ПОВЕРЕЊА У ЕЛЕКТРОНСКОМ ПОСЛОВАЊУ xyxy=(1450,583,1806,609)
sweden-label: Шведска xyxy=(2120,1536,2200,1557)
arrow-right-icon xyxy=(40,1517,137,1604)
course-item: ФИДИК РАДОВИ - ПРИПРЕМА, УГОВАРАЊЕ И СПРОВОЂЕЊЕ xyxy=(532,1203,888,1218)
course-item: УГОВОРИ О ИЗВОЂЕЊУ РАДОВА (ПРАГ) – ПРИПРЕМА И УГОВАРАЊЕ xyxy=(532,1149,888,1175)
osce-logo xyxy=(1652,1539,1964,1588)
course-item: КАКО УНАПРЕДИТИ ИНТЕРПЕРСОНАЛНЕ ВЕШТИНЕ xyxy=(1823,337,2172,352)
course-item: ВЕШТИНЕ КОМУНИКАЦИЈЕ xyxy=(1823,266,2172,280)
map-label: МАПА xyxy=(1121,426,1183,449)
course-item: ОСНОВЕ ЈАВНИХ ФИНАНСИЈА xyxy=(141,566,504,580)
course-item: ТВИНИНГ УГОВОРИ xyxy=(532,1072,888,1087)
course-list xyxy=(1821,266,2172,477)
course-item: ДОНОШЕЊЕ КВАЛИТЕТНИХ ОДЛУКА xyxy=(1823,1169,2172,1184)
course-item: НЕПРАВИЛНОСТИ У ИПА КОНТЕКСТУ xyxy=(141,1312,490,1327)
course-list xyxy=(1448,1019,1806,1091)
course-item: ТАБЕЛАРНЕ КАЛКУЛАЦИЈЕ xyxy=(1450,1019,1806,1034)
course-item: ИНСПЕКЦИЈСКИ НАДЗОР - ВЕШТИНЕ КОМУНИКАЦИЈЕ И ПРОФЕСИОНАЛНОГ ПОНАШАЊА ИНСПЕКТОРА xyxy=(530,479,872,505)
section-trainers xyxy=(1818,829,2172,1034)
course-item: УГОВОРИ О НАБАВЦИ РОБЕ (ПРАГ) xyxy=(532,1175,888,1189)
course-item: ЕЛЕКТРОНСКО КАНЦЕЛАРИЈСКО ПОСЛОВАЊЕ xyxy=(530,603,872,618)
course-list xyxy=(139,1139,490,1196)
course-item: ОПШТИ УПРАВНИ ПОСТУПАК И ОСНОВИ УПРАВНИХ СПОРОВА – ОНЛАЈН ОБУКА xyxy=(530,277,872,303)
center-title: ПРОГРАМ КОНТИНУИРАНОГ СТРУЧНОГ УСАВРШАВАЊА ДРЖАВНИХ СЛУЖБЕНИКА У ДРЖАВНИМ ОРГАНИМА xyxy=(988,178,1331,296)
osce-text-1: Organizacija za evropsku xyxy=(1816,1541,1964,1556)
course-item: НЕМАЧКИ ЈЕЗИК – НИВО Б2 xyxy=(1823,629,2172,644)
course-item: РЕЗУЛТАТСКИ ОРИЈЕНТИСАНО ПРАЋЕЊЕ И ВРЕДНОВАЊЕ ПРОГРАМА У ОКВИРУ ИПА КОМПОНЕНТЕ I (ТАИБ) И НАЦИОНАЛНИХ АКЦИОНИХ ПРОГРАМА (НАП) У ОКВИРУ ИПА II (2014 - 2020) xyxy=(141,1427,490,1475)
course-item: ИЗВРШАВАЊЕ ПРЕСУДА ЕВРОПСКОГ СУДА ЗА ЉУДСКА ПРАВА xyxy=(1450,348,1806,363)
course-item: ОНЛАЈН КОЛАБОРАЦИЈА xyxy=(1450,785,1806,800)
course-item: ОДРЖИВИ РАЗВОЈ, ЗАШТИТА ЖИВОТНЕ СРЕДИНЕ И КЛИМАТСКЕ ПРОМЕНЕ – ОНЛАЈН ОБУКА xyxy=(1450,266,1806,291)
course-item: МЕТОДОЛОГИЈА ЗА СЕЛЕКЦИЈУ И ПРИОРИТИЗАЦИЈУ ИНФРАСТРУКТУРНИХ ПРОЈЕКАТА, СТРАТЕШКА РЕЛЕВАНТНОСТ И ЗРЕЛОСТ ПРОЈЕКАТА xyxy=(141,1363,490,1401)
course-item: ОСНОВЕ ЈАВНИХ НАБАВКИ - ОНЛАЈН ОБУКА xyxy=(141,728,504,742)
course-item: УПРАВЉАЊЕ ВРЕМЕНОМ xyxy=(1823,1212,2172,1226)
section-title: УПРАВА У СЛУЖБИ ГРАЂАНА xyxy=(525,552,872,571)
course-list xyxy=(139,1230,490,1475)
